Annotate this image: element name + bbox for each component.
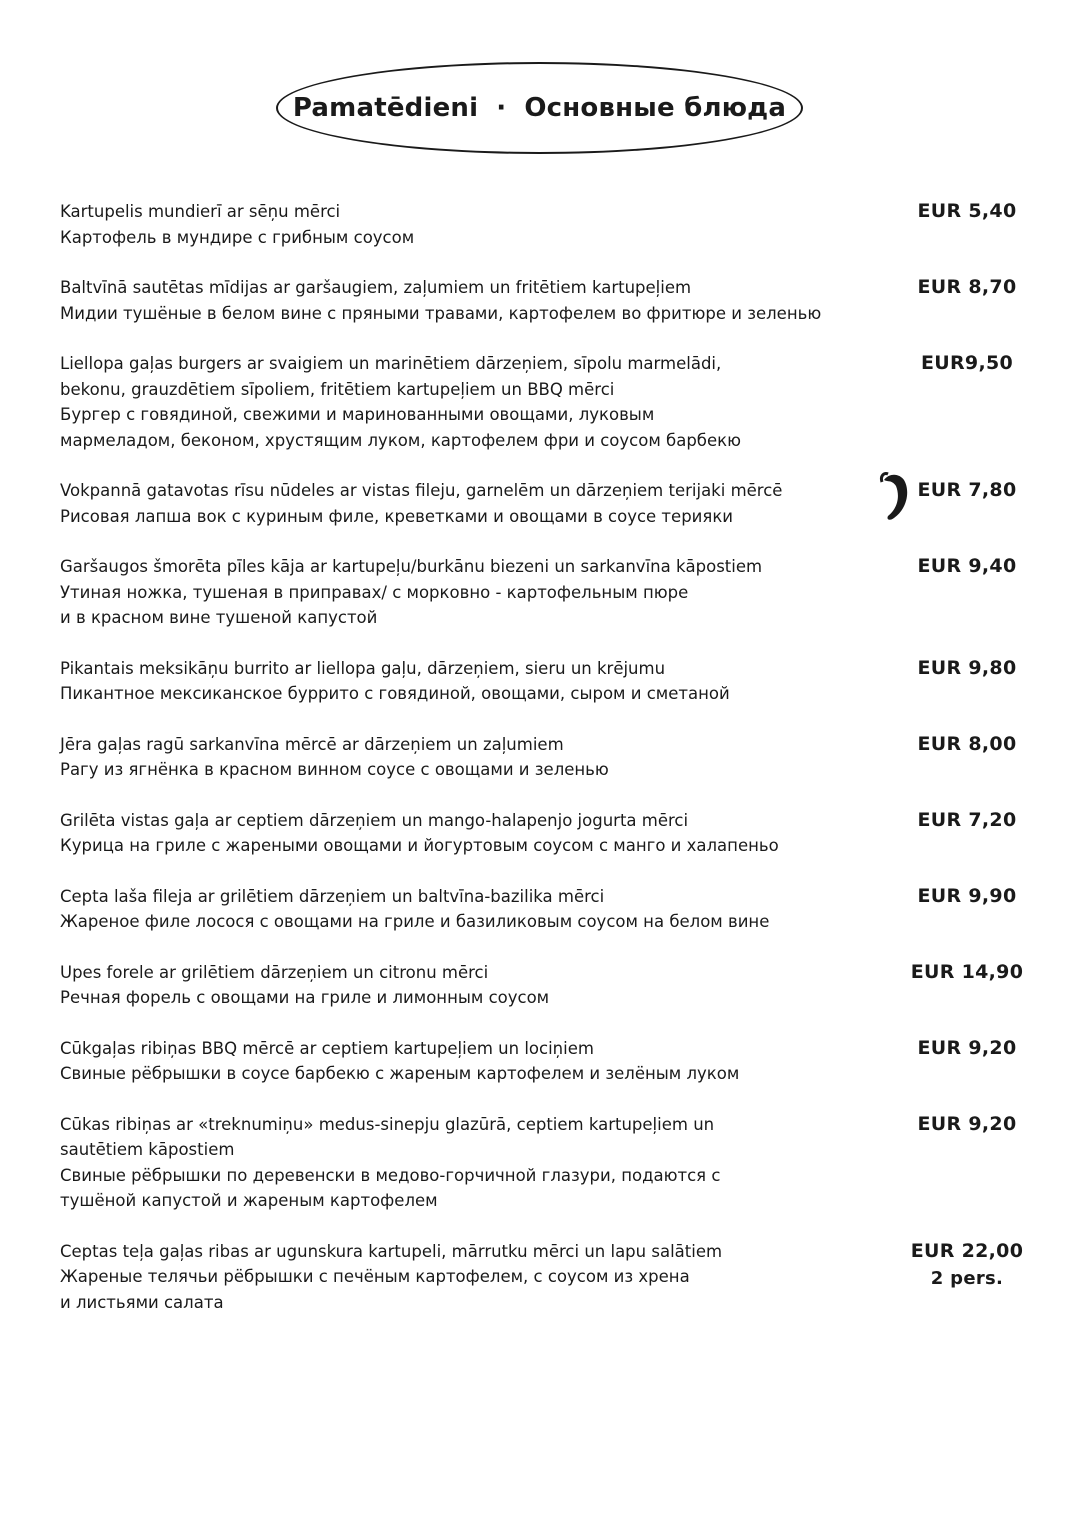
price-value: EUR 9,90	[917, 884, 1017, 907]
page-title	[293, 93, 786, 123]
menu-item-description	[60, 808, 880, 859]
menu-item-price	[902, 1239, 1032, 1292]
price-value: EUR 9,40	[917, 555, 1017, 577]
price-value: EUR 9,20	[917, 1036, 1017, 1059]
dish-name-russian: мармеладом, беконом, хрустящим луком, картофелем фри и соусом барбекю	[60, 430, 741, 450]
menu-item-price	[902, 1036, 1032, 1062]
menu-item	[60, 1036, 1032, 1087]
menu-item	[60, 960, 1032, 1011]
menu-item-price	[902, 732, 1032, 758]
dish-name-latvian: Cepta laša fileja ar grilētiem dārzeņiem un baltvīna-bazilika mērci	[60, 886, 605, 906]
menu-item-price	[902, 275, 1032, 301]
menu-item-price	[902, 1112, 1032, 1138]
title-separator: ·	[496, 93, 507, 123]
menu-item	[60, 884, 1032, 935]
price-value: EUR 22,00	[910, 1239, 1024, 1262]
menu-item-description	[60, 1112, 880, 1214]
price-value: EUR 5,40	[917, 200, 1017, 222]
menu-item	[60, 199, 1032, 250]
menu-item-price	[902, 808, 1032, 834]
menu-item-description	[60, 960, 880, 1011]
menu-item-price	[902, 656, 1032, 682]
menu-item-description	[60, 656, 880, 707]
dish-name-latvian: Pikantais meksikāņu burrito ar liellopa gaļu, dārzeņiem, sieru un krējumu	[60, 658, 666, 678]
dish-name-russian: Рагу из ягнёнка в красном винном соусе с овощами и зеленью	[60, 760, 609, 779]
menu-list	[60, 199, 1032, 1340]
dish-name-russian: Свиные рёбрышки в соусе барбекю с жареным картофелем и зелёным луком	[60, 1064, 740, 1083]
dish-name-russian: и в красном вине тушеной капустой	[60, 608, 378, 627]
dish-name-russian: Бургер с говядиной, свежими и маринованными овощами, луковым	[60, 405, 655, 424]
menu-item-description	[60, 275, 880, 326]
dish-name-latvian: Grilēta vistas gaļa ar ceptiem dārzeņiem un mango-halapenjo jogurta mērci	[60, 810, 689, 830]
price-value: EUR 8,00	[917, 732, 1017, 755]
menu-item	[60, 1112, 1032, 1214]
menu-item-price	[902, 884, 1032, 910]
price-value: EUR9,50	[920, 352, 1014, 374]
menu-item-description	[60, 199, 880, 250]
menu-item-description	[60, 884, 880, 935]
menu-item	[60, 808, 1032, 859]
price-value: EUR 7,20	[917, 808, 1017, 831]
dish-name-russian: Жареное филе лосося с овощами на гриле и базиликовым соусом на белом вине	[60, 912, 770, 931]
menu-item	[60, 1239, 1032, 1316]
dish-name-latvian: Cūkgaļas ribiņas BBQ mērcē ar ceptiem kartupeļiem un lociņiem	[60, 1038, 594, 1058]
dish-name-latvian: Cūkas ribiņas ar «treknumiņu» medus-sinepju glazūrā, ceptiem kartupeļiem un	[60, 1114, 715, 1134]
menu-item-description	[60, 554, 880, 631]
dish-name-russian: Речная форель с овощами на гриле и лимонным соусом	[60, 988, 550, 1007]
price-value: EUR 8,70	[917, 276, 1017, 298]
dish-name-russian: Рисовая лапша вок с куриным филе, креветками и овощами в соусе терияки	[60, 506, 734, 526]
dish-name-russian: Пикантное мексиканское буррито с говядиной, овощами, сыром и сметаной	[60, 684, 730, 703]
menu-item	[60, 351, 1032, 453]
dish-name-latvian: Baltvīnā sautētas mīdijas ar garšaugiem, zaļumiem un fritētiem kartupeļiem	[60, 278, 692, 297]
menu-item-price	[902, 351, 1032, 377]
menu-item-price	[902, 478, 1032, 504]
dish-name-latvian: bekonu, grauzdētiem sīpoliem, fritētiem kartupeļiem un BBQ mērci	[60, 379, 615, 399]
dish-name-latvian: Liellopa gaļas burgers ar svaigiem un marinētiem dārzeņiem, sīpolu marmelādi,	[60, 354, 722, 373]
dish-name-russian: Утиная ножка, тушеная в приправах/ с морковно - картофельным пюре	[60, 582, 689, 602]
menu-item-price	[902, 960, 1032, 986]
price-value: EUR 9,20	[917, 1112, 1017, 1135]
title-latvian: Pamatēdieni	[292, 93, 479, 123]
title-russian: Основные блюда	[524, 93, 787, 123]
dish-name-latvian: Kartupelis mundierī ar sēņu mērci	[60, 202, 341, 221]
menu-item	[60, 656, 1032, 707]
price-note: 2 pers.	[930, 1268, 1004, 1289]
price-value: EUR 9,80	[917, 656, 1017, 679]
menu-item-description	[60, 351, 880, 453]
dish-name-russian: Курица на гриле с жареными овощами и йогуртовым соусом с манго и халапеньо	[60, 836, 779, 855]
menu-item	[60, 478, 1032, 529]
price-value: EUR 7,80	[917, 479, 1017, 501]
menu-item-price	[902, 554, 1032, 580]
dish-name-russian: тушёной капустой и жареным картофелем	[60, 1191, 438, 1210]
dish-name-latvian: Jēra gaļas ragū sarkanvīna mērcē ar dārzeņiem un zaļumiem	[60, 734, 564, 754]
dish-name-russian: Жареные телячьи рёбрышки с печёным картофелем, с соусом из хрена	[60, 1267, 690, 1286]
dish-name-latvian: Upes forele ar grilētiem dārzeņiem un citronu mērci	[60, 962, 489, 982]
menu-item	[60, 732, 1032, 783]
dish-name-russian: Картофель в мундире с грибным соусом	[60, 227, 415, 247]
dish-name-russian: и листьями салата	[60, 1292, 224, 1312]
menu-item-price	[902, 199, 1032, 225]
menu-item-description	[60, 478, 880, 529]
dish-name-russian: Свиные рёбрышки по деревенски в медово-горчичной глазури, подаются с	[60, 1165, 721, 1185]
menu-item	[60, 554, 1032, 631]
page-header	[276, 62, 803, 154]
dish-name-latvian: sautētiem kāpostiem	[60, 1140, 235, 1159]
menu-item	[60, 275, 1032, 326]
menu-item-description	[60, 732, 880, 783]
menu-item-description	[60, 1036, 880, 1087]
dish-name-latvian: Ceptas teļa gaļas ribas ar ugunskura kartupeli, mārrutku mērci un lapu salātiem	[60, 1241, 723, 1261]
dish-name-latvian: Vokpannā gatavotas rīsu nūdeles ar vistas fileju, garnelēm un dārzeņiem terijaki mērcē	[60, 481, 783, 500]
menu-item-description	[60, 1239, 880, 1316]
dish-name-latvian: Garšaugos šmorēta pīles kāja ar kartupeļu/burkānu biezeni un sarkanvīna kāpostiem	[60, 557, 763, 576]
price-value: EUR 14,90	[910, 960, 1024, 983]
dish-name-russian: Мидии тушёные в белом вине с пряными травами, картофелем во фритюре и зеленью	[60, 303, 822, 323]
